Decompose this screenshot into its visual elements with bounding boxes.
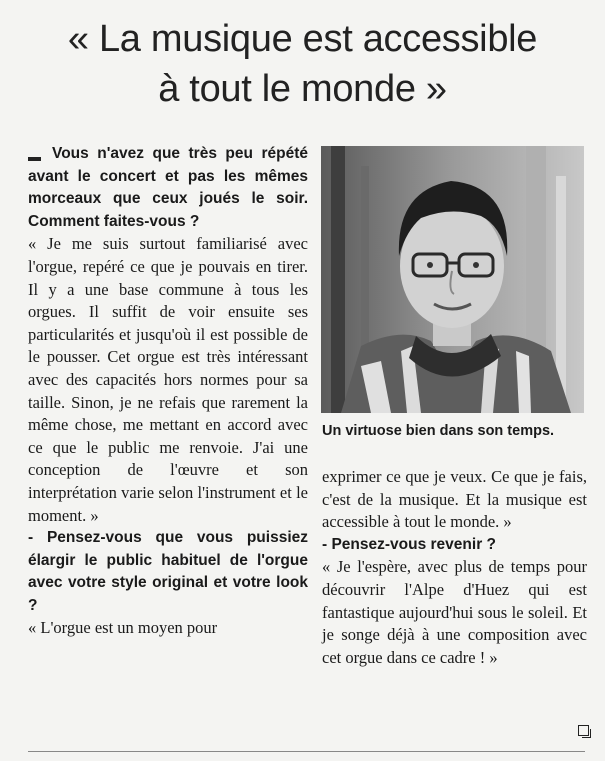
photo-caption: Un virtuose bien dans son temps. [322, 423, 555, 439]
answer-3: « Je l'espère, avec plus de temps pour découvrir l'Alpe d'Huez qui est fantastique aujourd'hui sous le soleil. Et je songe déjà à une composition avec cet orgue dans ce cadre ! » [322, 557, 587, 667]
portrait-photo [321, 146, 584, 413]
right-column [322, 466, 587, 669]
answer-2-start: « L'orgue est un moyen pour [28, 618, 218, 638]
portrait-illustration [321, 146, 584, 413]
headline-line-1: « La musique est accessible [67, 18, 538, 60]
bottom-rule [28, 751, 585, 752]
answer-2-end: exprimer ce que je veux. Ce que je fais, c'est de la musique. Et la musique est accessible à tout le monde. » [322, 467, 587, 532]
question-3: - Pensez-vous revenir ? [322, 535, 497, 553]
answer-1: « Je me suis surtout familiarisé avec l'orgue, repéré ce que je pouvais en tirer. Il y a une base commune à tous les orgues. Il suffit de voir ensuite ses particularités et jusqu'où il est possible de le pousser. Cet orgue est très intéressant avec des capacités hors normes pour sa taille. Sinon, je ne refais que rarement la même chose, me mettant en accord avec ce que le public me renvoie. J'ai une conception de l'œuvre et son interprétation varie selon l'instrument et le moment. » [28, 234, 308, 525]
question-1: Vous n'avez que très peu répété avant le concert et pas les mêmes morceaux que ceux joués le soir. Comment faites-vous ? [28, 145, 308, 230]
question-2: - Pensez-vous que vous puissiez élargir le public habituel de l'orgue avec votre style original et votre look ? [28, 529, 308, 614]
end-of-article-mark [578, 725, 589, 736]
headline-line-2: à tout le monde » [158, 68, 447, 110]
headline [0, 14, 605, 114]
left-column [28, 143, 308, 640]
